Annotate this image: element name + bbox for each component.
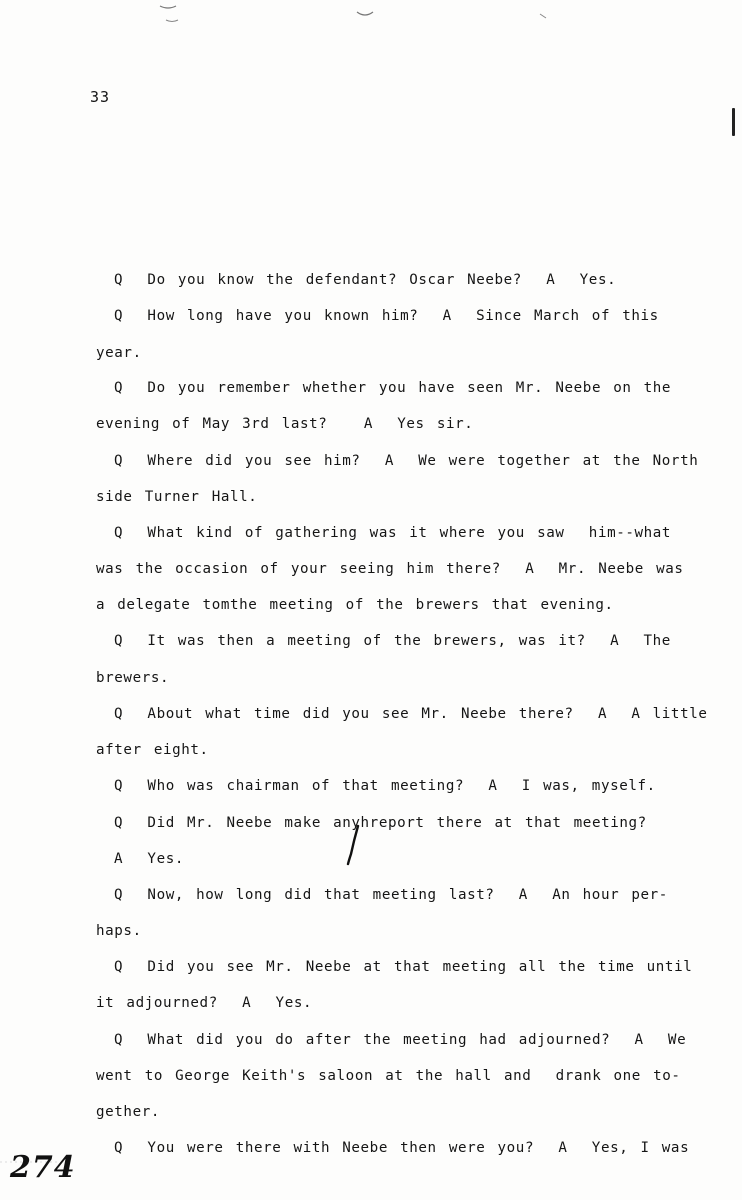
- transcript-line-20: Q Did you see Mr. Neebe at that meeting all the time until: [114, 959, 693, 975]
- page-number: 33: [90, 88, 111, 106]
- transcript-line-7: side Turner Hall.: [96, 489, 258, 505]
- transcript-line-10: a delegate tomthe meeting of the brewers that evening.: [96, 597, 614, 613]
- handwritten-page-number: 274: [10, 1150, 76, 1185]
- transcript-line-3: year.: [96, 345, 142, 361]
- transcript-line-13: Q About what time did you see Mr. Neebe there? A A little: [114, 706, 708, 722]
- transcript-line-24: gether.: [96, 1104, 160, 1120]
- transcript-line-5: evening of May 3rd last? A Yes sir.: [96, 416, 474, 432]
- transcript-line-6: Q Where did you see him? A We were together at the North: [114, 453, 699, 469]
- transcript-line-2: Q How long have you known him? A Since March of this: [114, 308, 659, 324]
- transcript-line-18: Q Now, how long did that meeting last? A An hour per-: [114, 887, 668, 903]
- transcript-line-22: Q What did you do after the meeting had adjourned? A We: [114, 1032, 687, 1048]
- transcript-line-25: Q You were there with Neebe then were you? A Yes, I was: [114, 1140, 690, 1156]
- transcript-line-23: went to George Keith's saloon at the hall and drank one to-: [96, 1068, 681, 1084]
- transcript-line-21: it adjourned? A Yes.: [96, 995, 313, 1011]
- transcript-line-16: Q Did Mr. Neebe make anyhreport there at that meeting?: [114, 815, 647, 831]
- transcript-line-1: Q Do you know the defendant? Oscar Neebe? A Yes.: [114, 272, 617, 288]
- transcript-line-12: brewers.: [96, 670, 170, 686]
- transcript-line-14: after eight.: [96, 742, 209, 758]
- transcript-line-17: A Yes.: [114, 851, 184, 867]
- transcript-line-11: Q It was then a meeting of the brewers, was it? A The: [114, 633, 671, 649]
- transcript-line-4: Q Do you remember whether you have seen Mr. Neebe on the: [114, 380, 672, 396]
- transcript-line-15: Q Who was chairman of that meeting? A I was, myself.: [114, 778, 656, 794]
- transcript-line-19: haps.: [96, 923, 142, 939]
- transcript-line-9: was the occasion of your seeing him there? A Mr. Neebe was: [96, 561, 684, 577]
- transcript-line-8: Q What kind of gathering was it where you saw him--what: [114, 525, 672, 541]
